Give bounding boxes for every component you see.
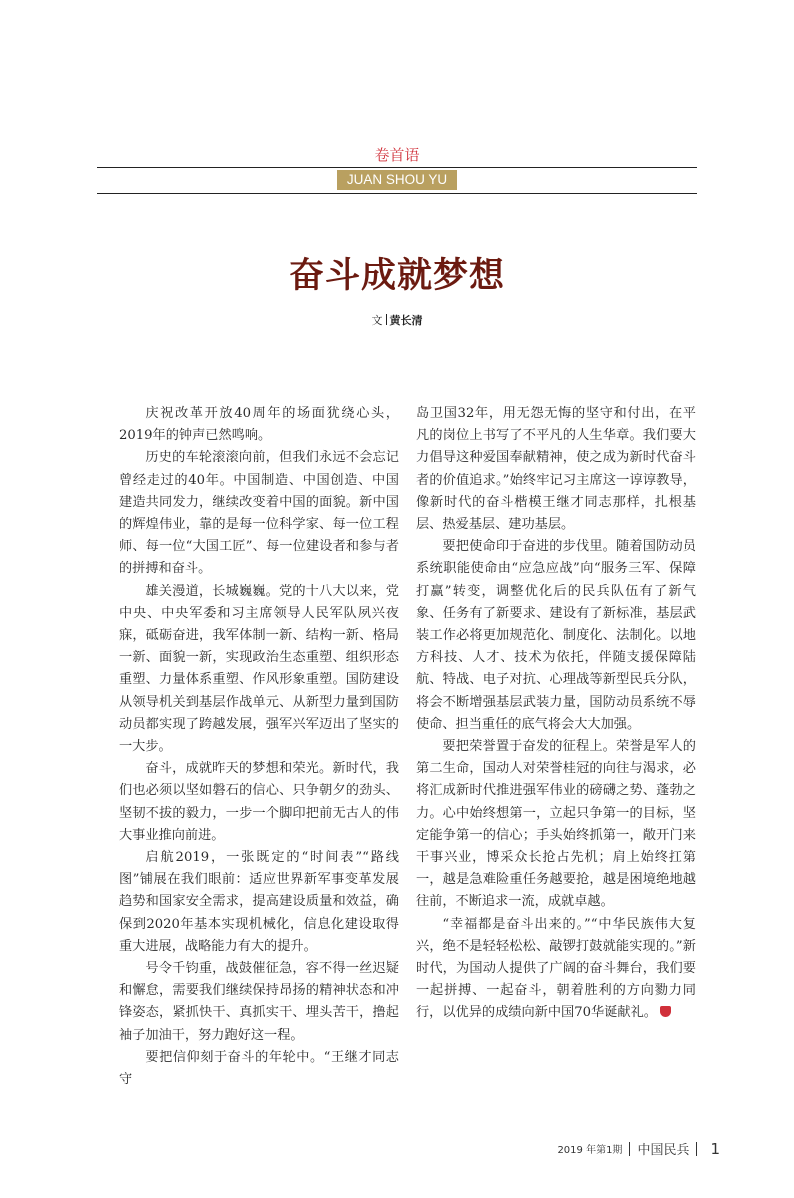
paragraph: 要把信仰刻于奋斗的年轮中。“王继才同志守 <box>119 1049 399 1088</box>
paragraph: 启航2019，一张既定的“时间表”“路线图”铺展在我们眼前：适应世界新军事变革发展趋势和国家安全需求，提高建设质量和效益，确保到2020年基本实现机械化，信息化建设取得重大进展，战略能力有大的提升。 <box>119 850 399 954</box>
section-title: 卷首语 <box>374 146 420 164</box>
paragraph: 要把使命印于奋进的步伐里。随着国防动员系统职能使命由“应急应战”向“服务三军、保障打赢”转变，调整优化后的民兵队伍有了新气象、任务有了新要求、建设有了新标准，基层武装工作必将更加规范化、制度化、法制化。以地方科技、人才、技术为依托，伴随支援保障陆航、特战、电子对抗、心理战等新型民兵分队，将会不断增强基层武装力量，国防动员系统不辱使命、担当重任的底气将会大大加强。 <box>416 539 696 732</box>
columns <box>119 403 696 1091</box>
paragraph: 历史的车轮滚滚向前，但我们永远不会忘记曾经走过的40年。中国制造、中国创造、中国建造共同发力，继续改变着中国的面貌。新中国的辉煌伟业，靠的是每一位科学家、每一位工程师、每一位“大国工匠”、每一位建设者和参与者的拼搏和奋斗。 <box>119 450 399 577</box>
section-pinyin-badge: JUAN SHOU YU <box>337 170 457 190</box>
byline <box>0 314 794 328</box>
byline-divider <box>386 314 387 325</box>
page-footer <box>119 1139 720 1158</box>
bottom-rule <box>97 193 697 194</box>
paragraph-continuation: 岛卫国32年，用无怨无悔的坚守和付出，在平凡的岗位上书写了不平凡的人生华章。我们要大力倡导这种爱国奉献精神，使之成为新时代奋斗者的价值追求。”始终牢记习主席这一谆谆教导，像新时代的奋斗楷模王继才同志那样，扎根基层、热爱基层、建功基层。 <box>416 406 696 533</box>
author-name: 黄长清 <box>389 314 423 327</box>
magazine-name: 中国民兵 <box>637 1143 690 1159</box>
right-column <box>416 403 696 1025</box>
paragraph: 雄关漫道，长城巍巍。党的十八大以来，党中央、中央军委和习主席领导人民军队夙兴夜寐，砥砺奋进，我军体制一新、结构一新、格局一新、面貌一新，实现政治生态重塑、组织形态重塑、力量体系重塑、作风形象重塑。国防建设从领导机关到基层作战单元、从新型力量到国防动员都实现了跨越发展，强军兴军迈出了坚实的一大步。 <box>119 583 399 755</box>
paragraph-text: “幸福都是奋斗出来的。”“中华民族伟大复兴，绝不是轻轻松松、敲锣打鼓就能实现的。”新时代，为国动人提供了广阔的奋斗舞台，我们要一起拼搏、一起奋斗，朝着胜利的方向勠力同行，以优异的成绩向新中国70华诞献礼。 <box>416 916 696 1021</box>
paragraph: 奋斗，成就昨天的梦想和荣光。新时代，我们也必须以坚如磐石的信心、只争朝夕的劲头、坚韧不拔的毅力，一步一个脚印把前无古人的伟大事业推向前进。 <box>119 761 399 843</box>
end-mark-icon <box>660 1006 671 1017</box>
footer-divider <box>629 1142 630 1156</box>
footer-divider <box>696 1142 697 1156</box>
top-rule <box>97 167 697 168</box>
paragraph <box>416 914 696 1025</box>
left-column <box>119 403 399 1091</box>
article-body <box>119 403 720 1198</box>
issue-label: 2019 年第1期 <box>557 1145 623 1157</box>
paragraph: 庆祝改革开放40周年的场面犹绕心头，2019年的钟声已然鸣响。 <box>119 406 399 444</box>
article-title: 奋斗成就梦想 <box>288 256 505 296</box>
byline-prefix: 文 <box>371 314 383 327</box>
paragraph: 号令千钧重，战鼓催征急，容不得一丝迟疑和懈怠，需要我们继续保持昂扬的精神状态和冲锋姿态，紧抓快干、真抓实干、埋头苦干，撸起袖子加油干，努力跑好这一程。 <box>119 961 399 1043</box>
paragraph: 要把荣誉置于奋发的征程上。荣誉是军人的第二生命，国动人对荣誉桂冠的向往与渴求，必将汇成新时代推进强军伟业的磅礴之势、蓬勃之力。心中始终想第一，立起只争第一的目标，坚定能争第一的信心；手头始终抓第一，敞开门来干事兴业，博采众长抢占先机；肩上始终扛第一，越是急难险重任务越要抢，越是困境绝地越往前，不断追求一流，成就卓越。 <box>416 739 696 910</box>
page-number: 1 <box>710 1139 720 1158</box>
